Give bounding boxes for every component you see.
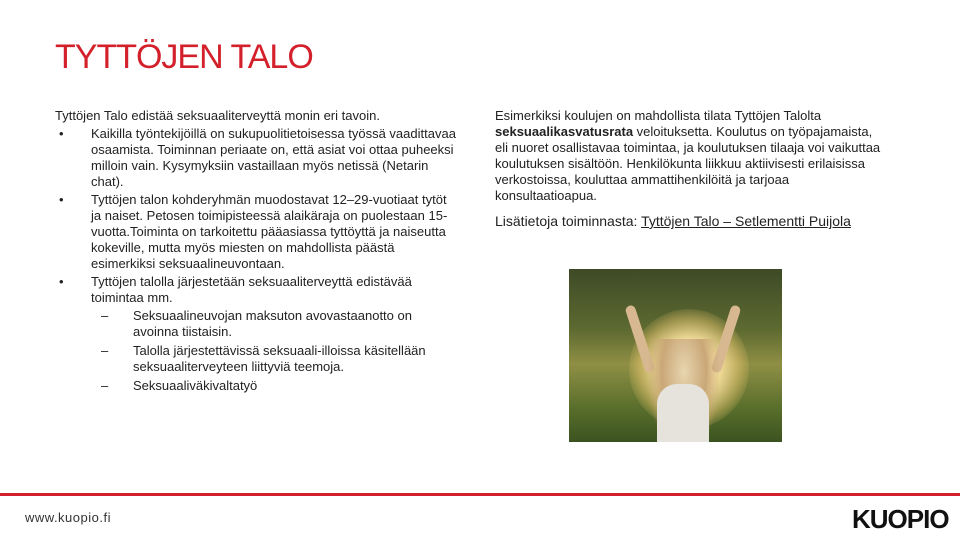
- sub-list: [91, 308, 460, 394]
- sub-item: – Talolla järjestettävissä seksuaali-illoissa käsitellään seksuaaliterveyteen liittyviä teemoja.: [91, 343, 460, 375]
- intro-text: Tyttöjen Talo edistää seksuaaliterveyttä monin eri tavoin.: [55, 108, 380, 123]
- bullet-text: Tyttöjen talon kohderyhmän muodostavat 12–29-vuotiaat tytöt ja naiset. Petosen toimipisteessä alaikäraja on puolestaan 15-vuotta.Toiminta on tarkoitettu pääasiassa tyttöyttä ja naiseutta kokeville, mutta myös miesten on mahdollista päästä esimerkiksi seksuaalineuvontaan.: [91, 192, 448, 271]
- footer-url: www.kuopio.fi: [25, 510, 111, 525]
- page-title: TYTTÖJEN TALO: [55, 38, 313, 76]
- bullet-list: [55, 126, 460, 394]
- more-info: [495, 212, 885, 230]
- right-text-start: Esimerkiksi koulujen on mahdollista tilata Tyttöjen Talolta: [495, 108, 822, 123]
- girl-sunlight-photo: [569, 269, 782, 442]
- sub-item: – Seksuaalineuvojan maksuton avovastaanotto on avoinna tiistaisin.: [91, 308, 460, 340]
- bullet-item: [55, 126, 460, 190]
- right-text-bold: seksuaalikasvatusrata: [495, 124, 634, 139]
- kuopio-logo: KUOPIO: [852, 504, 949, 534]
- right-paragraph: [495, 108, 885, 204]
- bullet-text: Tyttöjen talolla järjestetään seksuaaliterveyttä edistävää toimintaa mm.: [91, 274, 412, 305]
- right-column: [495, 108, 885, 230]
- more-info-label: Lisätietoja toiminnasta:: [495, 213, 642, 229]
- sub-item: – Seksuaaliväkivaltatyö: [91, 378, 460, 394]
- girl-dress: [657, 384, 709, 442]
- bullet-item: [55, 192, 460, 272]
- more-info-link[interactable]: Tyttöjen Talo – Setlementti Puijola: [641, 213, 851, 229]
- footer-divider: [0, 493, 960, 496]
- bullet-item: [55, 274, 460, 394]
- bullet-text: Kaikilla työntekijöillä on sukupuolitietoisessa työssä vaadittavaa osaamista. Toiminnan periaate on, että asiat voi ottaa puheeksi milloin vain. Kysymyksiin vastaillaan myös netissä (Netarin chat).: [91, 126, 456, 189]
- left-column: [55, 108, 460, 397]
- right-text-end: veloituksetta. Koulutus on työpajamaista, eli nuoret osallistavaa toimintaa, ja koulutuksen tilaaja voi vaikuttaa koulutuksen sisältöön. Henkilökunta liikkuu aktiivisesti erilaisissa verkostoissa, kouluttaa ammattihenkilöitä ja tarjoaa konsultaatioapua.: [495, 124, 881, 203]
